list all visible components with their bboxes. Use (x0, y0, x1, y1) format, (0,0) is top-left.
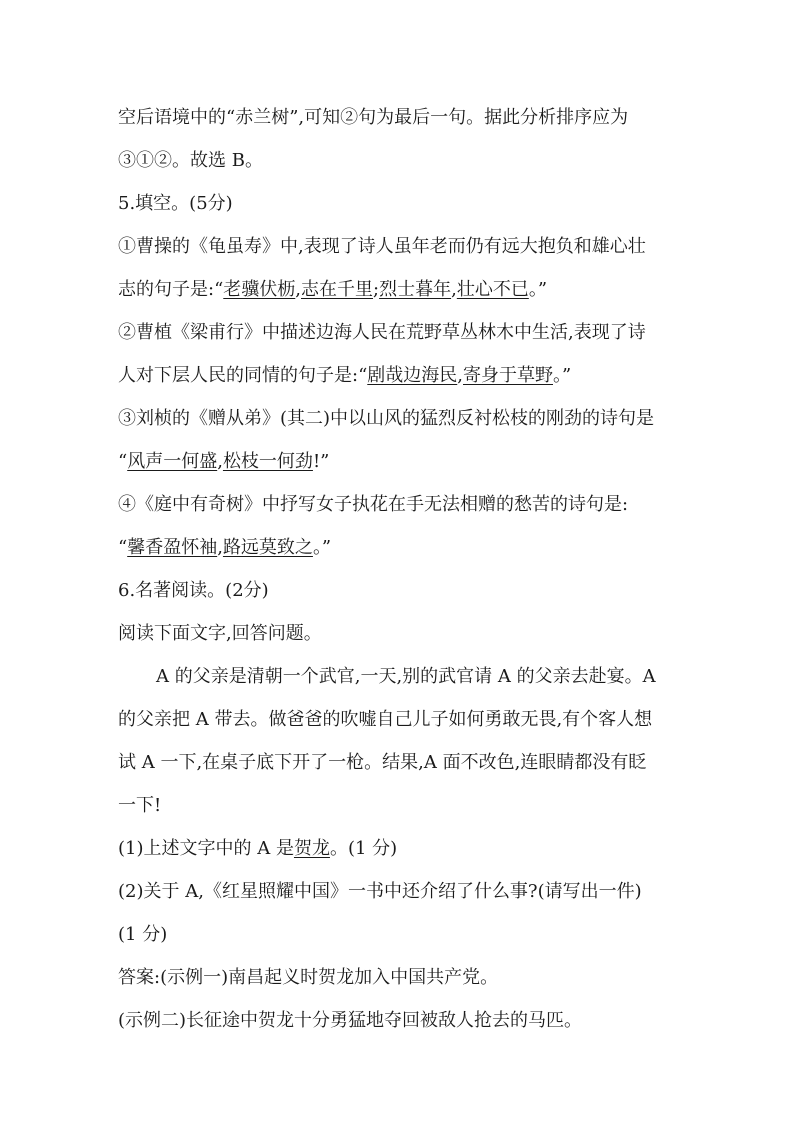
question-5-4-answer-line (118, 526, 678, 569)
punctuation: , (295, 279, 302, 300)
answer-underlined: 壮心不已 (456, 279, 529, 300)
text-segment: 人对下层人民的同情的句子是:“ (118, 365, 368, 386)
answer-example-2: (示例二)长征途中贺龙十分勇猛地夺回被敌人抢去的马匹。 (118, 1010, 583, 1031)
text-line: 空后语境中的“赤兰树”,可知②句为最后一句。据此分析排序应为 (118, 107, 629, 128)
answer-underlined: 贺龙 (293, 838, 330, 859)
answer-underlined: 烈士暮年 (379, 279, 452, 300)
punctuation: 。” (528, 279, 548, 300)
answer-underlined: 松枝一何劲 (222, 451, 313, 472)
question-5-title: 5.填空。(5分) (118, 193, 233, 214)
passage-line: 的父亲把 A 带去。做爸爸的吹嘘自己儿子如何勇敢无畏,有个客人想 (118, 709, 653, 730)
punctuation: , (217, 451, 223, 472)
sub-question-1 (118, 827, 678, 870)
passage-line: A 的父亲是清朝一个武官,一天,别的武官请 A 的父亲去赴宴。A (156, 666, 656, 687)
punctuation: , (217, 537, 223, 558)
question-6-title: 6.名著阅读。(2分) (118, 580, 269, 601)
answer-underlined: 馨香盈怀袖 (127, 537, 218, 558)
punctuation: !” (312, 451, 330, 472)
sub-question-2: (2)关于 A,《红星照耀中国》一书中还介绍了什么事?(请写出一件) (118, 881, 642, 902)
text-segment: “ (118, 451, 128, 472)
question-5-3-prompt: ③刘桢的《赠从弟》(其二)中以山风的猛烈反衬松枝的刚劲的诗句是 (118, 408, 655, 429)
answer-underlined: 剧哉边海民 (367, 365, 458, 386)
punctuation: , (457, 365, 463, 386)
punctuation: 。” (312, 537, 332, 558)
question-5-2-prompt: ②曹植《梁甫行》中描述边海人民在荒野草丛林木中生活,表现了诗 (118, 322, 646, 343)
document-page (118, 96, 678, 1042)
text-segment: 。(1 分) (329, 838, 398, 859)
text-segment: (1)上述文字中的 A 是 (118, 838, 294, 859)
answer-underlined: 寄身于草野 (463, 365, 553, 386)
answer-example-1: 答案:(示例一)南昌起义时贺龙加入中国共产党。 (118, 967, 499, 988)
passage-line: 试 A 一下,在桌子底下开了一枪。结果,A 面不改色,连眼睛都没有眨 (118, 752, 647, 773)
punctuation: , (451, 279, 457, 300)
answer-underlined: 志在千里 (301, 279, 374, 300)
answer-underlined: 路远莫致之 (222, 537, 313, 558)
question-5-1-answer-line (118, 268, 678, 311)
question-5-4-prompt: ④《庭中有奇树》中抒写女子执花在手无法相赠的愁苦的诗句是: (118, 494, 629, 515)
question-5-3-answer-line (118, 440, 678, 483)
punctuation: 。” (553, 365, 572, 386)
sub-question-2-score: (1 分) (118, 924, 168, 945)
text-segment: 志的句子是:“ (118, 279, 224, 300)
answer-underlined: 老骥伏枥 (223, 279, 296, 300)
question-5-2-answer-line (118, 354, 678, 397)
answer-underlined: 风声一何盛 (127, 451, 218, 472)
text-line: ③①②。故选 B。 (118, 150, 263, 171)
punctuation: ; (373, 279, 380, 300)
passage-line: 一下! (118, 795, 162, 816)
question-6-intro: 阅读下面文字,回答问题。 (118, 623, 322, 644)
text-segment: “ (118, 537, 128, 558)
question-5-1-prompt: ①曹操的《龟虽寿》中,表现了诗人虽年老而仍有远大抱负和雄心壮 (118, 236, 646, 257)
